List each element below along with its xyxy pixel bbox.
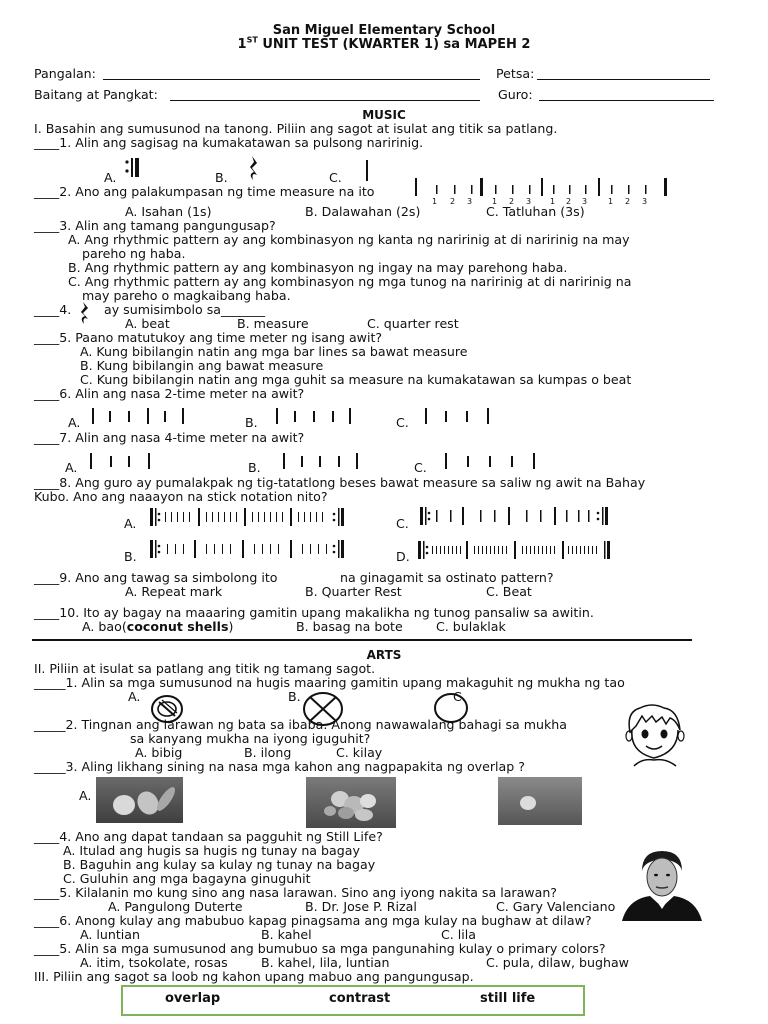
school-name: San Miguel Elementary School — [272, 23, 496, 38]
word-box-item: contrast — [329, 991, 391, 1006]
pangalan-label: Pangalan: — [34, 66, 96, 81]
question-2: ____2. Ano ang palakumpasan ng time measure na ito — [34, 184, 375, 199]
q6-option-c: C. — [396, 415, 409, 430]
question-8-cont: Kubo. Ano ang naaayon na stick notation nito? — [34, 489, 328, 504]
arts-instruction: II. Piliin at isulat sa patlang ang titik ng tamang sagot. — [34, 661, 376, 676]
word-box-item: still life — [480, 991, 536, 1006]
q2-option-a: A. Isahan (1s) — [125, 204, 212, 219]
arts-q6-option-c: C. lila — [441, 927, 477, 942]
q7-option-b: B. — [248, 460, 261, 475]
still-life-photo-a — [96, 777, 183, 823]
arts-title: ARTS — [366, 648, 402, 662]
pangalan-field[interactable] — [103, 79, 480, 80]
quarter-rest-icon — [247, 155, 261, 181]
arts-q4-option-c: C. Guluhin ang mga bagayna ginuguhit — [63, 871, 311, 886]
arts-q2-option-a: A. bibig — [135, 745, 183, 760]
stick-notation-a — [150, 508, 346, 526]
q1-option-b: B. — [215, 170, 228, 185]
q9-option-b: B. Quarter Rest — [305, 584, 402, 599]
question-9-text: na ginagamit sa ostinato pattern? — [340, 570, 554, 585]
stick-notation-d — [418, 541, 612, 559]
q4-option-a: A. beat — [125, 316, 170, 331]
beat-number: 2 — [566, 197, 572, 206]
q10-option-c: C. bulaklak — [436, 619, 506, 634]
test-title: 1ST UNIT TEST (KWARTER 1) sa MAPEH 2 — [237, 35, 531, 52]
q5-option-a: A. Kung bibilangin natin ang mga bar lines sa bawat measure — [80, 344, 468, 359]
q7-option-c: C. — [414, 460, 427, 475]
arts-q7-option-b: B. kahel, lila, luntian — [261, 955, 390, 970]
beat-number: 3 — [582, 197, 588, 206]
question-4: ____4. — [34, 302, 72, 317]
q2-option-b: B. Dalawahan (2s) — [305, 204, 421, 219]
q8-option-c: C. — [396, 516, 409, 531]
q7-option-a: A. — [65, 460, 78, 475]
beat-number: 1 — [492, 197, 498, 206]
rizal-portrait — [622, 849, 702, 921]
music-title: MUSIC — [362, 108, 406, 122]
beat-number: 1 — [432, 197, 438, 206]
q8-option-d: D. — [396, 549, 410, 564]
arts-q2-option-c: C. kilay — [336, 745, 383, 760]
word-box — [121, 985, 585, 1016]
question-5: ____5. Paano matutukoy ang time meter ng isang awit? — [34, 330, 383, 345]
still-life-photo-b — [306, 777, 396, 828]
beat-number: 3 — [467, 197, 473, 206]
arts-q3-option-a: A. — [79, 788, 92, 803]
q8-option-a: A. — [124, 516, 137, 531]
q4-option-c: C. quarter rest — [367, 316, 459, 331]
question-10: ____10. Ito ay bagay na maaaring gamitin upang makalikha ng tunog pansaliw sa awitin. — [34, 605, 594, 620]
music-instruction: I. Basahin ang sumusunod na tanong. Piliin ang sagot at isulat ang titik sa patlang. — [34, 121, 558, 136]
q8-option-b: B. — [124, 549, 137, 564]
arts-question-5: ____5. Kilalanin mo kung sino ang nasa larawan. Sino ang iyong nakita sa larawan? — [34, 885, 557, 900]
q3-option-c-cont: may pareho o magkaibang haba. — [82, 288, 291, 303]
arts-question-1: _____1. Alin sa mga sumusunod na hugis maaring gamitin upang makaguhit ng mukha ng tao — [34, 675, 625, 690]
question-7: ____7. Alin ang nasa 4-time meter na awit? — [34, 430, 305, 445]
q3-option-b: B. Ang rhythmic pattern ay ang kombinasyon ng ingay na may parehong haba. — [68, 260, 568, 275]
arts-question-6: ____6. Anong kulay ang mabubuo kapag pinagsama ang mga kulay na bughaw at dilaw? — [34, 913, 592, 928]
petsa-field[interactable] — [537, 79, 710, 80]
section-divider — [32, 639, 692, 641]
beat-number: 3 — [642, 197, 648, 206]
repeat-sign-icon — [122, 157, 144, 179]
q10-option-b: B. basag na bote — [296, 619, 403, 634]
guro-field[interactable] — [539, 100, 714, 101]
question-8: ____8. Ang guro ay pumalakpak ng tig-tatatlong beses bawat measure sa saliw ng awit na Bahay — [34, 475, 646, 490]
question-1: ____1. Alin ang sagisag na kumakatawan sa pulsong naririnig. — [34, 135, 424, 150]
arts-q6-option-b: B. kahel — [261, 927, 312, 942]
question-6: ____6. Alin ang nasa 2-time meter na awit? — [34, 386, 305, 401]
still-life-photo-c — [498, 777, 582, 825]
beat-number: 2 — [450, 197, 456, 206]
word-box-item: overlap — [165, 991, 221, 1006]
q1-option-a: A. — [104, 170, 117, 185]
beat-number: 1 — [608, 197, 614, 206]
beat-number: 3 — [526, 197, 532, 206]
arts-q2-option-b: B. ilong — [244, 745, 292, 760]
arts-q4-option-b: B. Baguhin ang kulay sa kulay ng tunay na bagay — [63, 857, 376, 872]
arts-question-3: _____3. Aling likhang sining na nasa mga kahon ang nagpapakita ng overlap ? — [34, 759, 525, 774]
arts-question-4: ____4. Ano ang dapat tandaan sa pagguhit ng Still Life? — [34, 829, 383, 844]
q3-option-a: A. Ang rhythmic pattern ay ang kombinasyon ng kanta ng naririnig at di naririnig na may — [68, 232, 630, 247]
arts-question-7: ____5. Alin sa mga sumusunod ang bumubuo sa mga pangunahing kulay o primary colors? — [34, 941, 606, 956]
arts-q1-option-b: B. — [288, 689, 301, 704]
arts-question-2: _____2. Tingnan ang larawan ng bata sa ibaba. Anong nawawalang bahagi sa mukha — [34, 717, 567, 732]
section-iii-instruction: III. Piliin ang sagot sa loob ng kahon upang mabuo ang pangungusap. — [34, 969, 474, 984]
q4-option-b: B. measure — [237, 316, 309, 331]
arts-question-2-cont: sa kanyang mukha na iyong iguguhit? — [130, 731, 371, 746]
arts-q7-option-c: C. pula, dilaw, bughaw — [486, 955, 629, 970]
beat-number: 2 — [625, 197, 631, 206]
q3-option-a-cont: pareho ng haba. — [82, 246, 186, 261]
q5-option-b: B. Kung bibilangin ang bawat measure — [80, 358, 324, 373]
arts-q1-option-c: C. — [453, 689, 466, 704]
beat-number: 2 — [509, 197, 515, 206]
baitang-field[interactable] — [170, 100, 480, 101]
arts-q5-option-b: B. Dr. Jose P. Rizal — [305, 899, 417, 914]
q9-option-a: A. Repeat mark — [125, 584, 223, 599]
arts-q1-option-a: A. — [128, 689, 141, 704]
guro-label: Guro: — [498, 87, 533, 102]
q9-option-c: C. Beat — [486, 584, 532, 599]
arts-q7-option-a: A. itim, tsokolate, rosas — [80, 955, 228, 970]
q3-option-c: C. Ang rhythmic pattern ay ang kombinasyon ng mga tunog na naririnig at di naririnig na — [68, 274, 632, 289]
quarter-rest-icon — [79, 301, 91, 325]
petsa-label: Petsa: — [496, 66, 535, 81]
question-4-text: ay sumisimbolo sa_______ — [104, 302, 266, 317]
q2-option-c: C. Tatluhan (3s) — [486, 204, 585, 219]
arts-q5-option-a: A. Pangulong Duterte — [108, 899, 243, 914]
arts-q4-option-a: A. Itulad ang hugis sa hugis ng tunay na bagay — [63, 843, 360, 858]
q6-option-a: A. — [68, 415, 81, 430]
q1-option-c: C. — [329, 170, 342, 185]
baitang-label: Baitang at Pangkat: — [34, 87, 158, 102]
question-9: ____9. Ano ang tawag sa simbolong ito — [34, 570, 278, 585]
arts-q6-option-a: A. luntian — [80, 927, 140, 942]
q6-option-b: B. — [245, 415, 258, 430]
boy-face-drawing — [620, 702, 690, 768]
stick-notation-b — [150, 540, 346, 558]
arts-q5-option-c: C. Gary Valenciano — [496, 899, 616, 914]
beat-number: 1 — [550, 197, 556, 206]
stick-notation-c — [420, 507, 610, 525]
q10-option-a: A. bao(coconut shells) — [82, 619, 234, 634]
bar-line-icon — [366, 160, 368, 181]
question-3: ____3. Alin ang tamang pangungusap? — [34, 218, 276, 233]
q5-option-c: C. Kung bibilangin natin ang mga guhit sa measure na kumakatawan sa kumpas o beat — [80, 372, 632, 387]
